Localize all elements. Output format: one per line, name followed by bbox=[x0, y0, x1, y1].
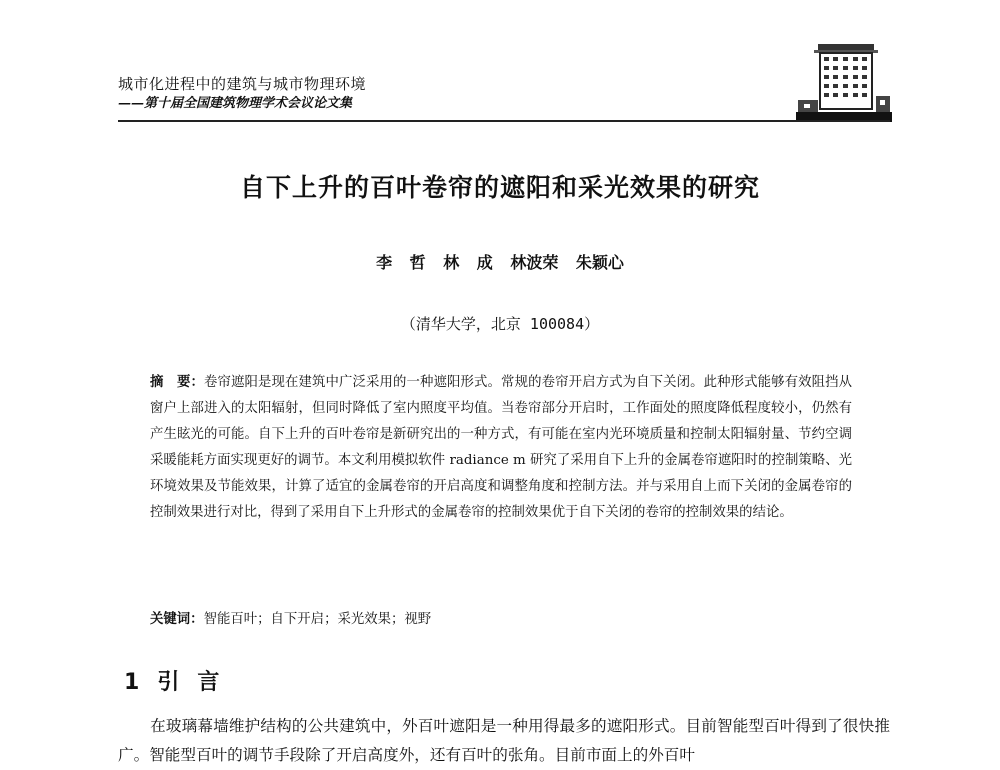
section-title: 引言 bbox=[157, 670, 238, 695]
abstract-label: 摘 要： bbox=[150, 374, 205, 390]
affiliation: （清华大学，北京 100084） bbox=[400, 315, 600, 333]
author-list: 李 哲 林 成 林波荣 朱颖心 bbox=[376, 253, 624, 272]
paper-title: 自下上升的百叶卷帘的遮阳和采光效果的研究 bbox=[239, 173, 760, 202]
keywords bbox=[150, 606, 852, 633]
running-header bbox=[118, 74, 366, 114]
keywords-text: 智能百叶；自下开启；采光效果；视野 bbox=[203, 612, 432, 627]
section-body-text: 在玻璃幕墙维护结构的公共建筑中，外百叶遮阳是一种用得最多的遮阳形式。目前智能型百叶得到了很快推广。智能型百叶的调节手段除了开启高度外，还有百叶的张角。目前市面上的外百叶 bbox=[118, 717, 890, 764]
abstract-text: 卷帘遮阳是现在建筑中广泛采用的一种遮阳形式。常规的卷帘开启方式为自下关闭。此种形式能够有效阻挡从窗户上部进入的太阳辐射，但同时降低了室内照度平均值。当卷帘部分开启时，工作面处的照度降低程度较小，仍然有产生眩光的可能。自下上升的百叶卷帘是新研究出的一种方式，有可能在室内光环境质量和控制太阳辐射量、节约空调采暖能耗方面实现更好的调节。本文利用模拟软件 radiance m 研究了采用自下上升的金属卷帘遮阳时的控制策略、光环境效果及节能效果，计算了适宜的金属卷帘的开启高度和调整角度和控制方法。并与采用自上而下关闭的金属卷帘的控制效果进行对比，得到了采用自下上升形式的金属卷帘的控制效果优于自下关闭的卷帘的控制效果的结论。 bbox=[150, 375, 853, 520]
section-heading bbox=[124, 665, 237, 696]
keywords-label: 关键词： bbox=[150, 611, 204, 627]
proceedings-subtitle: ——第十届全国建筑物理学术会议论文集 bbox=[118, 96, 353, 111]
section-body bbox=[118, 712, 890, 770]
abstract bbox=[150, 369, 852, 526]
proceedings-title: 城市化进程中的建筑与城市物理环境 bbox=[118, 75, 367, 93]
header-divider bbox=[118, 120, 890, 122]
section-number: 1 bbox=[124, 670, 140, 695]
building-illustration-icon bbox=[796, 38, 892, 124]
